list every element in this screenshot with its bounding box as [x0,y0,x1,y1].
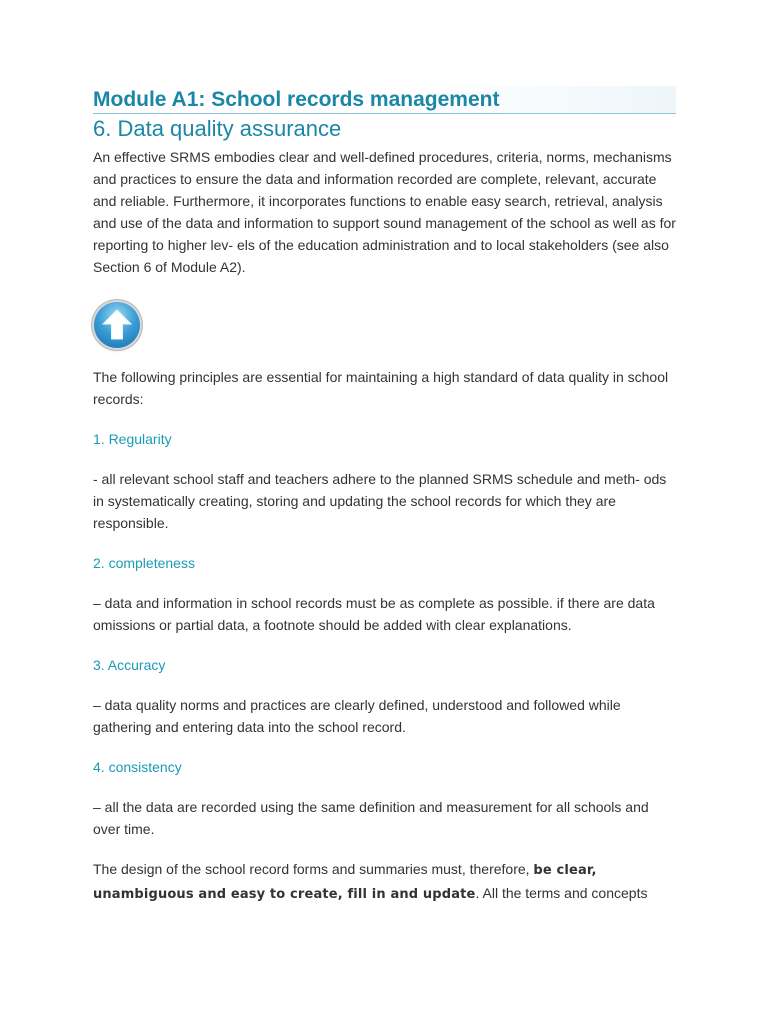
principle-heading-accuracy: 3. Accuracy [93,657,166,673]
principle-text-accuracy: – data quality norms and practices are clearly defined, understood and followed while gathering and entering data into the school record. [93,697,621,735]
principle-heading-regularity: 1. Regularity [93,431,172,447]
principle-text-regularity: - all relevant school staff and teachers adhere to the planned SRMS schedule and meth- ods in systematically creating, storing and updating the school records for which they are responsible. [93,471,667,531]
intro-paragraph: An effective SRMS embodies clear and well-defined procedures, criteria, norms, mechanisms and practices to ensure the data and information recorded are complete, relevant, accurate and reliable. Furthermore, it incorporates functions to enable easy search, retrieval, analysis and use of the data and information to support sound management of the school as well as for reporting to higher lev- els of the education administration and to local stakeholders (see also Section 6 of Module A2). [93,149,676,275]
document-page [93,86,676,906]
section-title: 6. Data quality assurance [93,116,342,141]
principles-intro: The following principles are essential for maintaining a high standard of data quality in school records: [93,369,669,407]
up-arrow-circle-icon[interactable] [94,302,140,348]
closing-text-after: . All the terms and concepts [475,885,648,901]
closing-paragraph [93,858,676,906]
principle-heading-completeness: 2. completeness [93,555,195,571]
up-arrow-glyph [101,308,133,342]
principle-heading-consistency: 4. consistency [93,759,182,775]
closing-bold-text: be clear, unambiguous and easy to create, fill in and update [93,863,597,902]
principle-text-completeness: – data and information in school records must be as complete as possible. if there are data omissions or partial data, a footnote should be added with clear explanations. [93,595,655,633]
module-title: Module A1: School records management [93,86,676,114]
closing-text-before: The design of the school record forms and summaries must, therefore, [93,861,534,877]
principle-text-consistency: – all the data are recorded using the same definition and measurement for all schools and over time. [93,799,649,837]
